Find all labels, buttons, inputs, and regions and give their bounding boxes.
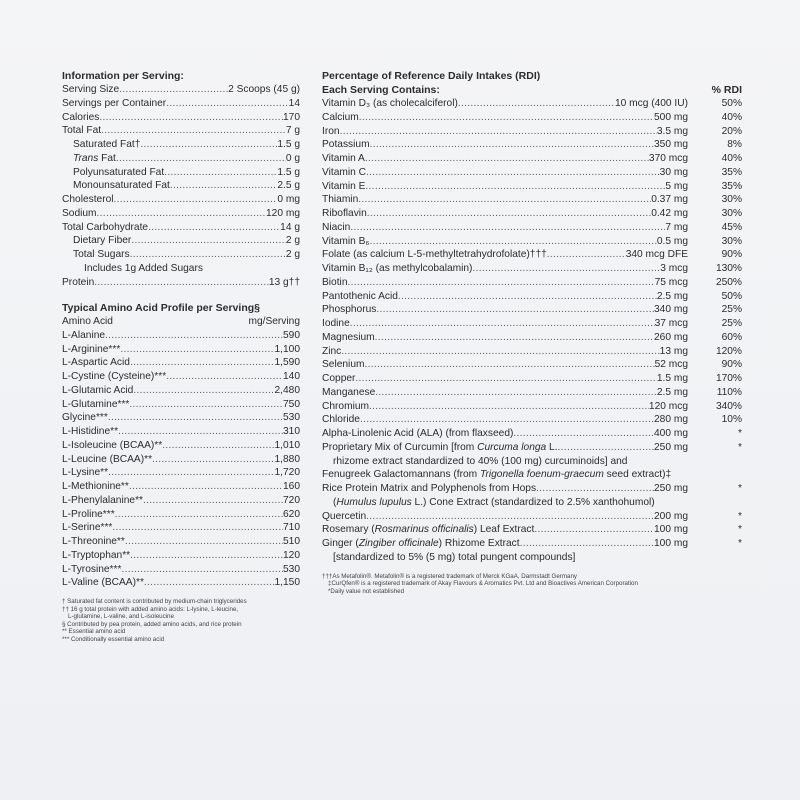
row-value: 1,100 [274, 343, 300, 355]
row-label: L-Threonine** [62, 536, 125, 547]
row-value: 530 [283, 412, 300, 424]
footnote: † Saturated fat content is contributed by medium-chain triglycerides [62, 598, 247, 605]
row-label: Sodium [62, 207, 97, 219]
info-row [62, 179, 300, 193]
row-label: Protein [62, 276, 95, 288]
row-value: 620 [283, 508, 300, 520]
nutrient-label: Calcium [322, 111, 359, 123]
ginger-rdi: * [738, 538, 742, 549]
row-label: L-Phenylalanine** [62, 494, 143, 506]
nutrient-label: Vitamin B₆ [322, 235, 370, 247]
row-label: Saturated Fat† [73, 139, 141, 150]
info-row [62, 248, 300, 262]
row-label: L-Glutamine*** [62, 398, 130, 410]
info-row [62, 111, 300, 125]
row-value: 310 [283, 426, 300, 437]
row-value: 1,150 [274, 577, 300, 589]
row-label: L-Methionine** [62, 481, 129, 492]
nutrient-label: Phosphorus [322, 304, 377, 316]
nutrient-label: Vitamin D₃ (as cholecalciferol) [322, 98, 458, 109]
row-value: 140 [283, 371, 300, 382]
info-row [62, 83, 300, 97]
row-value: 14 g [280, 221, 300, 233]
nutrient-rdi: 90% [721, 359, 742, 371]
nutrient-rdi: 30% [721, 208, 742, 219]
row-label: Total Carbohydrate [62, 221, 149, 233]
row-value: 120 mg [266, 207, 300, 219]
row-value: 120 [283, 549, 300, 561]
left-column [62, 69, 300, 644]
row-label: L-Isoleucine (BCAA)** [62, 439, 163, 451]
amino-row [62, 521, 300, 535]
row-value: 170 [283, 111, 300, 123]
row-label: Calories [62, 111, 100, 123]
nutrient-amount: 500 mg [654, 111, 688, 123]
amino-row [62, 453, 300, 467]
amino-row [62, 494, 300, 508]
rosemary-latin: Rosmarinus officinalis [374, 524, 474, 536]
row-value: 2.5 g [277, 180, 300, 192]
rdi-row-quercetin [322, 510, 744, 524]
rosemary-label: Rosemary (Rosmarinus officinalis) Leaf Extract [322, 524, 535, 536]
nutrient-label: Magnesium [322, 331, 375, 343]
ginger-line-2: [standardized to 5% (5 mg) total pungent compounds] [333, 551, 576, 563]
rdi-row [322, 345, 744, 359]
info-row [62, 221, 300, 235]
nutrient-label: Vitamin A [322, 153, 365, 164]
row-value: 13 g†† [268, 276, 300, 288]
amino-row [62, 480, 300, 494]
nutrient-amount: 340 mg [654, 304, 688, 316]
hops-latin: Humulus lupulus [336, 496, 412, 508]
row-value: 750 [283, 398, 300, 410]
trans-italic: Trans [73, 152, 99, 164]
nutrient-amount: 260 mg [654, 331, 688, 343]
row-value: 1.5 g [277, 166, 300, 178]
amino-row [62, 508, 300, 522]
rdi-row-rosemary [322, 523, 744, 537]
rdi-row [322, 331, 744, 345]
nutrient-amount: 13 mg [659, 345, 688, 357]
nutrient-amount: 3.5 mg [656, 125, 688, 137]
info-row [62, 262, 300, 276]
amino-title: Typical Amino Acid Profile per Serving§ [62, 302, 260, 315]
info-rows [62, 83, 300, 289]
rdi-row [322, 111, 744, 125]
row-value: 2 Scoops (45 g) [228, 84, 300, 95]
amino-row [62, 356, 300, 370]
row-value: 530 [283, 563, 300, 575]
nutrient-rdi: 120% [715, 345, 742, 357]
rdi-row [322, 400, 744, 414]
hops-line-2: (Humulus lupulus L.) Cone Extract (standardized to 2.5% xanthohumol) [333, 496, 655, 508]
nutrient-amount: 280 mg [654, 414, 688, 426]
footnote: L-glutamine, L-valine, and L-isoleucine [68, 613, 174, 621]
rdi-row [322, 317, 744, 331]
nutrient-amount: 37 mcg [654, 318, 688, 329]
row-label: Total Sugars [73, 249, 130, 260]
nutrient-rdi: 170% [715, 373, 742, 384]
quercetin-value: 200 mg [654, 510, 688, 522]
curcumin-line-3: Fenugreek Galactomannans (from Trigonella foenum-graecum seed extract)‡ [322, 469, 672, 481]
curcumin-value: 250 mg [654, 441, 688, 453]
row-value: 1,590 [274, 357, 300, 369]
nutrient-label: Alpha-Linolenic Acid (ALA) (from flaxseed) [322, 428, 514, 439]
rdi-row [322, 152, 744, 166]
hops-label: Rice Protein Matrix and Polyphenols from Hops [322, 483, 537, 494]
nutrient-label: Pantothenic Acid [322, 290, 398, 302]
rdi-row [322, 290, 744, 304]
footnote: †††As Metafolin®. Metafolin® is a registered trademark of Merck KGaA, Darmstadt Germany [322, 572, 577, 580]
row-label: L-Aspartic Acid [62, 357, 130, 369]
curcumin-label-b: L. [546, 441, 558, 453]
nutrient-rdi: 30% [721, 235, 742, 247]
hops-value: 250 mg [654, 483, 688, 494]
row-value: 710 [283, 522, 300, 534]
curcumin-label-a: Proprietary Mix of Curcumin [from [322, 441, 478, 453]
footnote: § Contributed by pea protein, added amino acids, and rice protein [62, 620, 242, 628]
amino-row [62, 411, 300, 425]
row-value: 0 mg [277, 194, 300, 205]
rdi-row [322, 413, 744, 427]
nutrient-rdi: * [738, 428, 742, 439]
rdi-row [322, 180, 744, 194]
rdi-rows [322, 97, 744, 441]
rdi-row [322, 386, 744, 400]
row-label: L-Alanine [62, 329, 106, 341]
nutrient-rdi: 40% [721, 111, 742, 123]
curcumin-latin: Curcuma longa [477, 441, 547, 453]
nutrient-label: Chromium [322, 400, 369, 412]
row-value: 590 [283, 329, 300, 341]
amino-row [62, 466, 300, 480]
row-value: 1.5 g [277, 139, 300, 150]
rdi-footnotes [322, 573, 744, 596]
row-value: 2,480 [274, 384, 300, 396]
row-value: 0 g [285, 152, 300, 164]
amino-row [62, 343, 300, 357]
nutrient-rdi: 50% [721, 98, 742, 109]
rdi-row-ginger [322, 537, 744, 551]
nutrient-rdi: 250% [715, 276, 742, 288]
nutrient-rdi: 10% [721, 414, 742, 426]
row-label: L-Proline*** [62, 508, 115, 520]
rdi-row [322, 97, 744, 111]
nutrient-amount: 2.5 mg [656, 290, 688, 302]
row-value: 1,720 [274, 467, 300, 479]
row-label: Polyunsaturated Fat [73, 166, 165, 178]
nutrient-label: Vitamin B₁₂ (as methylcobalamin) [322, 263, 473, 274]
nutrient-amount: 2.5 mg [656, 386, 688, 398]
row-value: 14 [288, 97, 300, 109]
rosemary-rdi: * [738, 524, 742, 536]
row-value: 720 [283, 494, 300, 506]
amino-row [62, 370, 300, 384]
nutrient-label: Zinc [322, 345, 342, 357]
row-label: L-Leucine (BCAA)** [62, 453, 153, 465]
row-label: Servings per Container [62, 97, 167, 109]
amino-rows [62, 329, 300, 590]
row-value: 1,010 [274, 439, 300, 451]
right-column [322, 69, 744, 595]
info-row [62, 207, 300, 221]
amino-row [62, 384, 300, 398]
info-row [62, 193, 300, 207]
nutrient-amount: 350 mg [654, 139, 688, 151]
nutrient-amount: 0.42 mg [651, 208, 688, 219]
nutrient-amount: 3 mcg [660, 263, 688, 274]
info-row [62, 166, 300, 180]
nutrient-rdi: 60% [721, 331, 742, 343]
amino-row [62, 398, 300, 412]
rdi-row [322, 125, 744, 139]
amino-row [62, 329, 300, 343]
amino-row [62, 439, 300, 453]
rdi-row [322, 358, 744, 372]
hops-rdi: * [738, 483, 742, 494]
nutrient-amount: 75 mcg [654, 276, 688, 288]
ginger-label: Ginger (Zingiber officinale) Rhizome Extract [322, 538, 520, 549]
nutrient-rdi: 110% [716, 386, 742, 398]
info-title: Information per Serving: [62, 70, 184, 82]
row-label: L-Valine (BCAA)** [62, 577, 144, 589]
footnote: *** Conditionally essential amino acid [62, 635, 165, 643]
nutrient-amount: 5 mg [665, 180, 688, 192]
nutrient-label: Biotin [322, 276, 348, 288]
amino-row [62, 535, 300, 549]
rdi-row [322, 166, 744, 180]
footnote: †† 16 g total protein with added amino acids: L-lysine, L-leucine, [62, 605, 239, 613]
nutrient-label: Iodine [322, 318, 350, 329]
row-label: L-Histidine** [62, 426, 119, 437]
nutrient-rdi: 35% [721, 180, 742, 192]
nutrient-rdi: 25% [721, 318, 742, 329]
row-value: 2 g [285, 235, 300, 247]
rdi-row [322, 193, 744, 207]
amino-row [62, 563, 300, 577]
footnote: ** Essential amino acid [62, 628, 126, 636]
quercetin-rdi: * [738, 510, 742, 522]
curcumin-line-2: rhizome extract standardized to 40% (100 mg) curcuminoids] and [333, 455, 628, 467]
nutrient-label: Chloride [322, 414, 360, 426]
nutrient-amount: 0.37 mg [651, 194, 688, 206]
nutrient-rdi: 25% [721, 304, 742, 316]
row-label: Total Fat [62, 125, 102, 137]
footnote: ‡CurQfen® is a registered trademark of Akay Flavours & Aromatics Pvt. Ltd and Bioactives American Corporation [328, 580, 638, 588]
info-row [62, 124, 300, 138]
row-label: Includes 1g Added Sugars [84, 262, 203, 274]
rdi-row [322, 427, 744, 441]
row-value: 7 g [285, 125, 300, 137]
nutrient-amount: 1.5 mg [656, 373, 688, 384]
rdi-row [322, 138, 744, 152]
nutrient-label: Thiamin [322, 194, 359, 206]
row-label: L-Arginine*** [62, 343, 121, 355]
info-row [62, 234, 300, 248]
row-label: L-Tryptophan** [62, 549, 131, 561]
nutrient-rdi: 50% [721, 290, 742, 302]
rosemary-value: 100 mg [654, 524, 688, 536]
nutrient-label: Vitamin E [322, 180, 366, 192]
nutrient-amount: 400 mg [654, 428, 688, 439]
nutrient-rdi: 30% [721, 194, 742, 206]
rdi-row [322, 248, 744, 262]
rdi-row-hops [322, 482, 744, 496]
nutrient-label: Potassium [322, 139, 370, 151]
ginger-latin: Zingiber officinale [358, 538, 439, 549]
amino-row [62, 425, 300, 439]
row-label: L-Tyrosine*** [62, 563, 122, 575]
rdi-row [322, 372, 744, 386]
rdi-header [322, 83, 744, 97]
ginger-value: 100 mg [654, 538, 688, 549]
rdi-row [322, 262, 744, 276]
nutrient-label: Niacin [322, 221, 351, 233]
row-label: L-Cystine (Cysteine)*** [62, 371, 167, 382]
quercetin-label: Quercetin [322, 510, 367, 522]
row-label: L-Lysine** [62, 467, 109, 479]
rdi-row [322, 221, 744, 235]
nutrient-rdi: 90% [721, 249, 742, 261]
nutrient-amount: 120 mcg [648, 400, 688, 412]
row-value: 510 [283, 536, 300, 547]
nutrient-rdi: 340% [715, 400, 742, 412]
row-value: 1,880 [274, 453, 300, 465]
nutrient-label: Folate (as calcium L-5-methyltetrahydrofolate)††† [322, 249, 547, 261]
nutrient-label: Selenium [322, 359, 365, 371]
row-label: Trans Fat [73, 152, 116, 164]
nutrient-rdi: 130% [715, 263, 742, 274]
amino-header [62, 315, 300, 329]
info-row [62, 97, 300, 111]
row-label: Dietary Fiber [73, 235, 132, 247]
rdi-subtitle: Each Serving Contains: [322, 84, 440, 96]
nutrient-amount: 52 mcg [654, 359, 688, 371]
nutrient-amount: 30 mg [659, 166, 688, 178]
rdi-row [322, 303, 744, 317]
rdi-title: Percentage of Reference Daily Intakes (RDI) [322, 70, 541, 82]
amino-footnotes [62, 598, 300, 644]
nutrient-label: Iron [322, 125, 340, 137]
row-label: L-Serine*** [62, 522, 113, 534]
nutrient-label: Riboflavin [322, 208, 367, 219]
row-label: Cholesterol [62, 194, 114, 205]
rdi-row [322, 235, 744, 249]
amino-col-right: mg/Serving [248, 316, 300, 328]
nutrient-label: Manganese [322, 386, 376, 398]
nutrient-rdi: 35% [721, 166, 742, 178]
row-value: 2 g [285, 249, 300, 260]
nutrient-label: Copper [322, 373, 356, 384]
rdi-col-header: % RDI [711, 84, 742, 96]
nutrient-amount: 10 mcg (400 IU) [614, 98, 688, 109]
rdi-row-curcumin [322, 441, 744, 455]
row-label: Serving Size [62, 84, 120, 95]
amino-row [62, 576, 300, 590]
nutrient-amount: 370 mcg [648, 153, 688, 164]
info-row [62, 152, 300, 166]
nutrient-rdi: 8% [727, 139, 742, 151]
info-row [62, 276, 300, 290]
nutrient-amount: 0.5 mg [656, 235, 688, 247]
curcumin-rdi: * [738, 441, 742, 453]
nutrient-rdi: 45% [721, 221, 742, 233]
nutrient-rdi: 40% [721, 153, 742, 164]
amino-col-left: Amino Acid [62, 316, 113, 328]
amino-row [62, 549, 300, 563]
row-label: Glycine*** [62, 412, 108, 424]
nutrient-amount: 7 mg [665, 221, 688, 233]
nutrient-amount: 340 mcg DFE [625, 249, 688, 261]
info-row [62, 138, 300, 152]
nutrient-rdi: 20% [721, 125, 742, 137]
footnote: *Daily value not established [328, 587, 405, 595]
fenugreek-latin: Trigonella foenum-graecum [479, 469, 604, 481]
nutrient-label: Vitamin C [322, 166, 366, 178]
rdi-row [322, 207, 744, 221]
row-label: Monounsaturated Fat [73, 180, 170, 192]
rdi-row [322, 276, 744, 290]
row-value: 160 [283, 481, 300, 492]
row-label: L-Glutamic Acid [62, 384, 134, 396]
